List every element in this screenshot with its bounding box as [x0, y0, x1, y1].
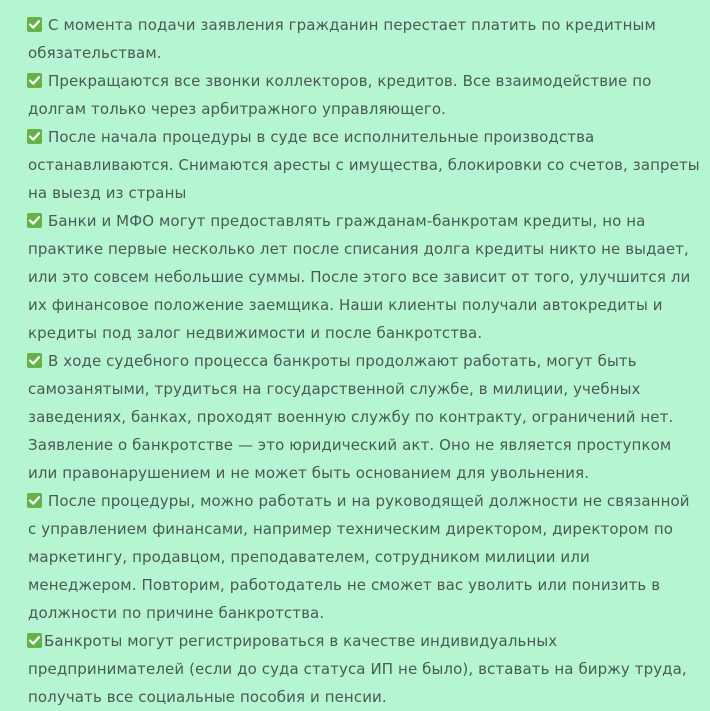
list-item-text: В ходе судебного процесса банкроты продолжают работать, могут быть самозанятыми, трудиться на государственной службе, в милиции, учебных заведениях, банках, проходят военную службу по контракту, ограничений нет. Заявление о банкротстве — это юридический акт. Оно не является проступком или правонарушением и не может быть основанием для увольнения.	[28, 352, 674, 482]
list-item-text: После начала процедуры в суде все исполнительные производства останавливаются. Снимаются аресты с имущества, блокировки со счетов, запреты на выезд из страны	[28, 128, 700, 202]
list-item	[28, 487, 700, 627]
check-mark-icon	[27, 493, 42, 508]
list-item	[28, 347, 700, 487]
list-item	[28, 123, 700, 207]
check-mark-icon	[27, 129, 42, 144]
list-item	[28, 627, 700, 711]
list-item-text: Банкроты могут регистрироваться в качестве индивидуальных предпринимателей (если до суда статуса ИП не было), вставать на биржу труда, получать все социальные пособия и пенсии.	[28, 632, 687, 706]
list-item	[28, 11, 700, 67]
check-mark-icon	[27, 17, 42, 32]
list-item	[28, 207, 700, 347]
list-item-text: Прекращаются все звонки коллекторов, кредитов. Все взаимодействие по долгам только через арбитражного управляющего.	[28, 72, 652, 118]
list-item	[28, 67, 700, 123]
check-mark-icon	[27, 213, 42, 228]
list-item-text: Банки и МФО могут предоставлять гражданам-банкротам кредиты, но на практике первые несколько лет после списания долга кредиты никто не выдает, или это совсем небольшие суммы. После этого все зависит от того, улучшится ли их финансовое положение заемщика. Наши клиенты получали автокредиты и кредиты под залог недвижимости и после банкротства.	[28, 212, 691, 342]
list-item-text: С момента подачи заявления гражданин перестает платить по кредитным обязательствам.	[28, 16, 656, 62]
check-mark-icon	[27, 353, 42, 368]
check-mark-icon	[27, 633, 42, 648]
list-item-text: После процедуры, можно работать и на руководящей должности не связанной с управлением финансами, например техническим директором, директором по маркетингу, продавцом, преподавателем, сотрудником милиции или менеджером. Повторим, работодатель не сможет вас уволить или понизить в должности по причине банкротства.	[28, 492, 690, 622]
check-mark-icon	[27, 73, 42, 88]
